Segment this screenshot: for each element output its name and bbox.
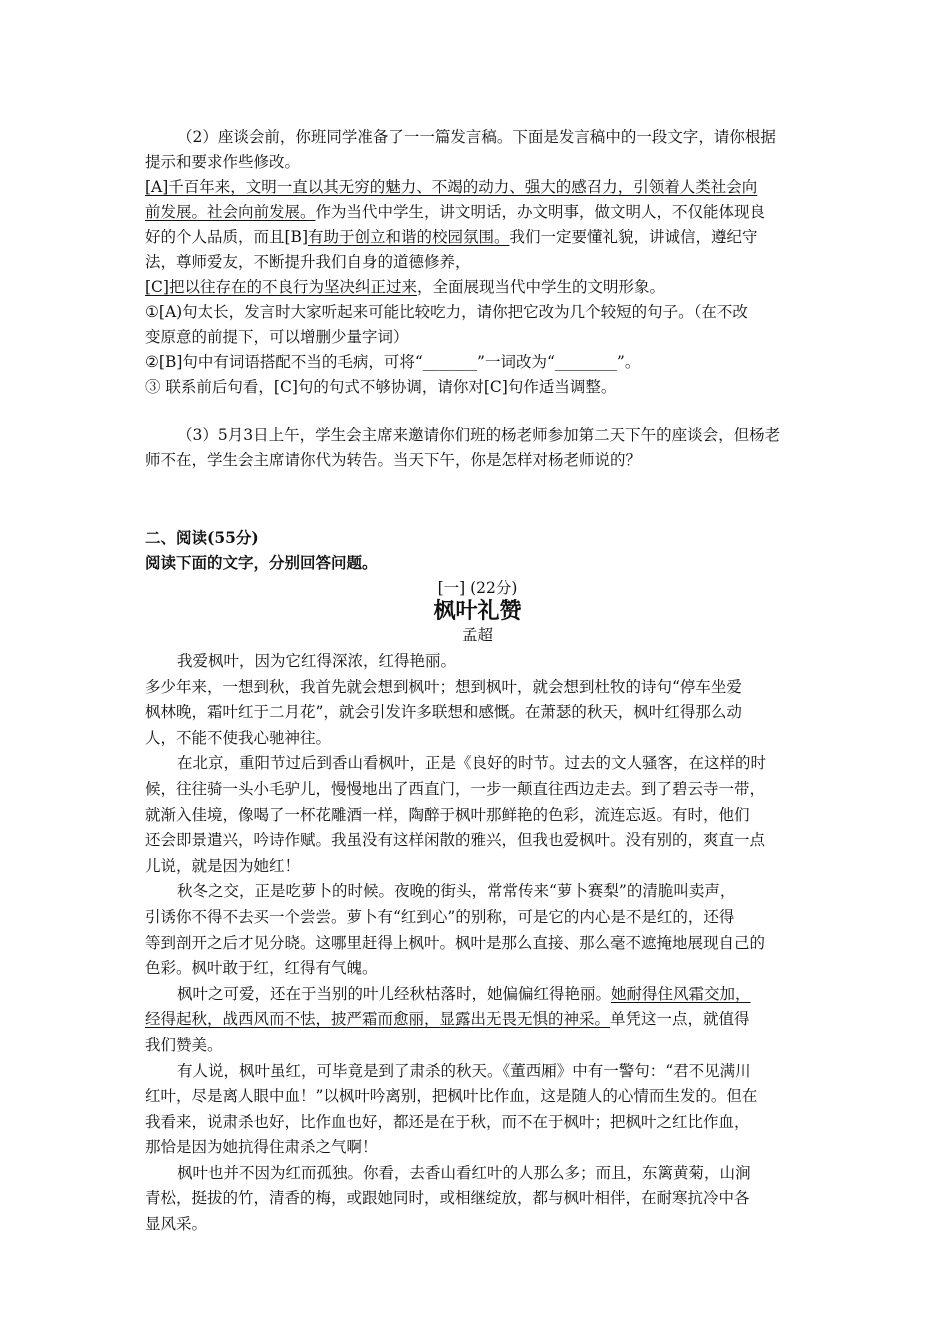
- sub-question-1-cont: 变原意的前提下，可以增删少量字词）: [145, 328, 409, 346]
- sentence-b: 有助于创立和谐的校园氛围。: [308, 228, 510, 246]
- q2-text: 好的个人品质，而且[B]: [145, 228, 308, 246]
- question-3: [145, 423, 810, 473]
- essay-line: 就渐入佳境，像喝了一杯花雕酒一样，陶醉于枫叶那鲜艳的色彩，流连忘返。有时，他们: [145, 805, 750, 824]
- q2-passage-line: 法，尊师爱友，不断提升我们自身的道德修养，: [145, 253, 471, 271]
- essay-line: 人，不能不使我心驰神往。: [145, 728, 332, 747]
- q2-text: ，全面展现当代中学生的文明形象。: [416, 278, 665, 296]
- underlined-sentence: 她耐得住风霜交加，: [611, 984, 751, 1003]
- q2-line: （2）座谈会前，你班同学准备了一一篇发言稿。下面是发言稿中的一段文字，请你根据: [177, 128, 776, 146]
- essay-line: 还会即景遣兴，吟诗作赋。我虽没有这样闲散的雅兴，但我也爱枫叶。没有别的，爽直一点: [145, 831, 766, 850]
- essay-author-block: [145, 623, 810, 648]
- essay-line: [145, 1007, 810, 1033]
- sub-question-2: ②[B]句中有词语搭配不当的毛病，可将“_______”一词改为“________”。: [145, 353, 641, 371]
- question-2: [145, 125, 810, 400]
- underlined-sentence: 经得起秋，战西风而不怯，披严霜而愈丽，显露出无畏无惧的神采。: [145, 1010, 611, 1029]
- section-heading: 二、阅读(55分): [145, 528, 259, 547]
- essay-line: 那恰是因为她抗得住肃杀之气啊！: [145, 1138, 378, 1157]
- q2-passage-line: [145, 200, 810, 225]
- essay-title-block: [145, 596, 810, 626]
- essay-line: 引诱你不得不去买一个尝尝。萝卜有“红到心”的别称，可是它的内心是不是红的，还得: [145, 907, 735, 926]
- section-instruction: 阅读下面的文字，分别回答问题。: [145, 553, 378, 572]
- q2-line: 提示和要求作些修改。: [145, 153, 301, 171]
- essay-line: 有人说，枫叶虽红，可毕竟是到了肃杀的秋天。《董西厢》中有一警句：“君不见满川: [177, 1061, 751, 1080]
- essay-text: 枫叶之可爱，还在于当别的叶儿经秋枯落时，她偏偏红得艳丽。: [177, 984, 612, 1003]
- essay-line: 红叶，尽是离人眼中血！”以枫叶吟离别，把枫叶比作血，这是随人的心情而生发的。但在: [145, 1087, 758, 1106]
- q3-line: （3）5月3日上午，学生会主席来邀请你们班的杨老师参加第二天下午的座谈会，但杨老: [177, 426, 781, 444]
- essay-author: 孟超: [461, 626, 493, 644]
- sub-question-3: ③ 联系前后句看，[C]句的句式不够协调，请你对[C]句作适当调整。: [145, 378, 617, 396]
- section-2-header: [145, 525, 810, 575]
- essay-line: 在北京，重阳节过后到香山看枫叶，正是《良好的时节。过去的文人骚客，在这样的时: [177, 754, 767, 773]
- essay-line: 秋冬之交，正是吃萝卜的时候。夜晚的街头，常常传来“萝卜赛梨”的清脆叫卖声，: [177, 882, 736, 901]
- essay-body: [145, 649, 810, 1238]
- sentence-a: [A]千百年来，文明一直以其无穷的魅力、不竭的动力、强大的感召力，引领着人类社会向: [145, 178, 758, 196]
- essay-line: 等到剖开之后才见分晓。这哪里赶得上枫叶。枫叶是那么直接、那么毫不遮掩地展现自己的: [145, 933, 766, 952]
- essay-line: 候，往往骑一头小毛驴儿，慢慢地出了西直门，一步一颠直往西边走去。到了碧云寺一带，: [145, 779, 766, 798]
- essay-line: 枫林晚，霜叶红于二月花”，就会引发许多联想和感慨。在萧瑟的秋天，枫叶红得那么动: [145, 703, 742, 722]
- essay-line: 枫叶也并不因为红而孤独。你看，去香山看红叶的人那么多；而且，东篱黄菊，山涧: [177, 1163, 751, 1182]
- sub-question-1: ①[A)句太长，发言时大家听起来可能比较吃力，请你把它改为几个较短的句子。（在不改: [145, 303, 748, 321]
- q2-text: 作为当代中学生，讲文明话，办文明事，做文明人，不仅能体现良: [315, 203, 766, 221]
- essay-text: 单凭这一点，就值得: [610, 1010, 750, 1029]
- essay-line: 青松，挺拔的竹，清香的梅，或跟她同时，或相继绽放，都与枫叶相伴，在耐寒抗冷中各: [145, 1189, 750, 1208]
- essay-line: 我们赞美。: [145, 1035, 223, 1054]
- q2-passage-line: [145, 175, 810, 200]
- sentence-c: [C]把以往存在的不良行为坚决纠正过来: [145, 278, 417, 296]
- q2-text: 我们一定要懂礼貌，讲诚信，遵纪守: [509, 228, 758, 246]
- essay-line: 多少年来，一想到秋，我首先就会想到枫叶；想到枫叶，就会想到杜牧的诗句“停车坐爱: [145, 677, 742, 696]
- part-number: [一] (22分): [437, 579, 518, 597]
- essay-line: 儿说，就是因为她红！: [145, 856, 301, 875]
- essay-title: 枫叶礼赞: [433, 598, 522, 624]
- sentence-a-end: 前发展。社会向前发展。: [145, 203, 316, 221]
- essay-line: 我看来，说肃杀也好，比作血也好，都还是在于秋，而不在于枫叶；把枫叶之红比作血，: [145, 1112, 750, 1131]
- q2-passage-line: [145, 275, 810, 300]
- essay-paragraph-1: 我爱枫叶，因为它红得深浓，红得艳丽。: [177, 652, 457, 670]
- essay-line: 色彩。枫叶敢于红，红得有气魄。: [145, 959, 378, 978]
- essay-line: 显风采。: [145, 1215, 208, 1234]
- essay-line: [145, 982, 810, 1008]
- q2-passage-line: [145, 225, 810, 250]
- q3-line: 师不在，学生会主席请你代为转告。当天下午，你是怎样对杨老师说的？: [145, 451, 642, 469]
